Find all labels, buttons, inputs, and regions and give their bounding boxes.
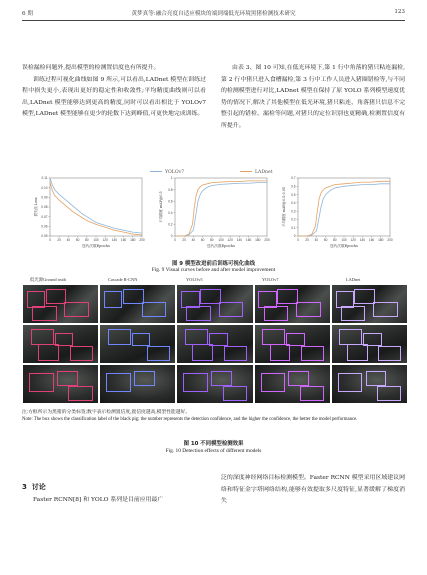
detection-box xyxy=(38,344,59,361)
detection-box xyxy=(104,291,123,308)
detection-image xyxy=(255,285,330,323)
detection-box xyxy=(142,302,167,317)
column-head: Cascade R-CNN xyxy=(108,277,138,282)
detection-box xyxy=(219,302,244,317)
series-line-ladnet xyxy=(50,182,142,235)
column-head: 低光源Ground truth xyxy=(30,277,66,282)
x-tick-label: 40 xyxy=(191,238,196,242)
x-tick-label: 20 xyxy=(305,238,309,242)
x-tick-label: 160 xyxy=(120,238,127,242)
y-tick-label: 0.2 xyxy=(291,217,296,222)
y-tick-label: 0.4 xyxy=(168,211,173,215)
x-tick-label: 180 xyxy=(378,238,384,242)
x-tick-label: 60 xyxy=(75,238,80,242)
detection-box xyxy=(134,371,155,386)
detection-box xyxy=(32,306,57,321)
detection-box xyxy=(147,346,170,361)
detection-image xyxy=(255,365,330,403)
y-tick-label: 0 xyxy=(170,234,173,239)
detection-box xyxy=(70,346,93,361)
section-title: 讨论 xyxy=(31,483,46,491)
detection-box xyxy=(183,373,208,392)
header-rule xyxy=(22,20,405,21)
detection-box xyxy=(123,289,144,304)
detection-box xyxy=(288,371,309,386)
detection-box xyxy=(270,344,291,361)
x-tick-label: 20 xyxy=(182,238,186,242)
x-tick-label: 120 xyxy=(102,238,108,242)
detection-box xyxy=(339,329,362,345)
y-tick-label: 0.06 xyxy=(41,224,48,229)
x-tick-label: 200 xyxy=(264,238,270,242)
left-column-text xyxy=(22,63,206,121)
y-tick-label: 0.6 xyxy=(291,184,296,189)
detection-box xyxy=(46,289,67,304)
detection-box xyxy=(108,329,131,345)
detection-box xyxy=(354,289,375,304)
y-axis-label: 损失值 Loss xyxy=(34,197,38,217)
detection-image xyxy=(100,325,175,363)
x-tick-label: 80 xyxy=(85,238,89,242)
detection-results-grid xyxy=(23,285,407,403)
legend-item-ladnet: LADnet xyxy=(240,170,273,175)
detection-box xyxy=(186,306,211,321)
plot-frame xyxy=(175,178,267,236)
detection-box xyxy=(300,386,325,401)
section-heading xyxy=(22,482,46,492)
x-tick-label: 100 xyxy=(218,238,224,242)
x-axis-label: 迭代次数Epochs xyxy=(82,244,110,248)
series-line-ladnet xyxy=(298,181,390,236)
y-axis-label: 平均精度 mAP@0.5 xyxy=(159,191,163,223)
detection-image xyxy=(332,325,407,363)
y-tick-label: 0.5 xyxy=(291,192,296,197)
y-tick-label: 0.7 xyxy=(291,176,296,181)
x-tick-label: 0 xyxy=(297,238,299,242)
detection-box xyxy=(341,306,366,321)
detection-box xyxy=(29,373,54,392)
x-tick-label: 60 xyxy=(200,238,205,242)
y-tick-label: 0.8 xyxy=(168,187,173,192)
fig10-caption-cn: 图 10 不同模型检测效果 xyxy=(183,441,244,447)
detection-box xyxy=(377,386,402,401)
section-number: 3 xyxy=(22,483,27,491)
detection-image xyxy=(177,325,252,363)
y-tick-label: 1 xyxy=(170,176,173,181)
x-tick-label: 160 xyxy=(245,238,252,242)
y-tick-label: 0.05 xyxy=(41,234,48,239)
detection-box xyxy=(132,333,151,346)
detection-box xyxy=(31,329,54,345)
x-tick-label: 140 xyxy=(359,238,366,242)
right-column-text xyxy=(221,63,405,133)
series-line-yolov7 xyxy=(298,184,390,236)
y-tick-label: 0 xyxy=(293,234,296,239)
column-head: YOLOv7 xyxy=(262,277,279,282)
detection-box xyxy=(261,373,286,392)
detection-image xyxy=(100,285,175,323)
y-tick-label: 0.2 xyxy=(168,222,173,227)
detection-box xyxy=(264,306,289,321)
x-axis-label: 迭代次数Epochs xyxy=(207,244,235,248)
detection-box xyxy=(366,371,387,386)
x-tick-label: 40 xyxy=(66,238,71,242)
series-line-ladnet xyxy=(175,181,267,236)
y-tick-label: 0.08 xyxy=(41,205,48,210)
figure-note-cn: 注:方框所示为黑猪的分类标签;数字表示检测置信度,置信度越高,模型性能越好。 xyxy=(22,410,191,415)
detection-box xyxy=(301,346,324,361)
y-tick-label: 0.10 xyxy=(41,185,48,190)
fig10-caption-en: Fig. 10 Detection effects of different models xyxy=(165,448,262,454)
detection-box xyxy=(211,371,232,386)
detection-box xyxy=(296,302,321,317)
detection-image xyxy=(255,325,330,363)
x-tick-label: 20 xyxy=(57,238,61,242)
x-tick-label: 80 xyxy=(210,238,214,242)
x-tick-label: 0 xyxy=(174,238,176,242)
detection-image xyxy=(177,285,252,323)
issue-number: 6 期 xyxy=(22,11,33,17)
y-axis-label: 平均精度 mAP@0.5:0.95 xyxy=(282,186,286,228)
page-number: 123 xyxy=(394,9,405,15)
detection-box xyxy=(57,371,78,386)
paragraph: 泛的深度神经网络目标检测模型。Faster RCNN 模型采用区域建议网络和特征金字塔网络结构,能够有效提取多尺度特征,显著缓解了梯度消失 xyxy=(221,475,405,505)
x-tick-label: 100 xyxy=(93,238,99,242)
detection-box xyxy=(373,302,398,317)
paragraph: 训练过程可视化曲线如图 9 所示,可以看出,LADnet 模型在训练过程中损失更小,表现出更好的稳定性和收敛性;平均精度曲线则可以看出,LADnet 模型能够达到更高的精度,同时可以看出相比于 YOLOv7 模型,LADnet 模型能够在更少的轮数下达到峰值,可更快地完成训练。 xyxy=(22,76,206,118)
paragraph: 误检漏检问题外,提出模型的检测置信度也有所提升。 xyxy=(22,65,160,71)
detection-box xyxy=(68,386,93,401)
right-column-text-2 xyxy=(221,473,405,508)
x-tick-label: 180 xyxy=(130,238,136,242)
y-tick-label: 0.6 xyxy=(168,199,173,204)
y-tick-label: 0.1 xyxy=(291,225,296,230)
y-tick-label: 0.11 xyxy=(41,176,48,181)
detection-box xyxy=(378,346,401,361)
detection-box xyxy=(338,373,363,392)
paragraph: Faster RCNN[8] 和 YOLO 系列是目前应用最广 xyxy=(33,497,164,503)
x-tick-label: 120 xyxy=(227,238,233,242)
plot-frame xyxy=(298,178,390,236)
detection-image xyxy=(100,365,175,403)
detection-image xyxy=(23,285,98,323)
fig9-caption-cn: 图 9 模型改进前后训练可视化曲线 xyxy=(172,261,255,267)
paragraph: 由表 3、图 10 可知,在低光环境下,第 1 行中角落的猪只粘连漏检,第 2 行中猪只进入食槽漏检,第 3 行中工作人员进入猪圈错检等,与不同的检测模型进行对比,LADnet 模型在保持了原 YOLO 系列模型速度优势的情况下,解决了其他模型在低光环境,猪只粘连、角落猪只信息不完整引起的错检、漏检等问题,对猪只的定位识别也更精确,检测置信度有所提升。 xyxy=(221,65,405,129)
x-axis-label: 迭代次数Epochs xyxy=(330,244,358,248)
x-tick-label: 60 xyxy=(323,238,328,242)
detection-box xyxy=(347,344,368,361)
detection-image xyxy=(332,365,407,403)
x-tick-label: 80 xyxy=(333,238,337,242)
y-tick-label: 0.07 xyxy=(41,214,48,219)
x-tick-label: 140 xyxy=(111,238,118,242)
y-tick-label: 0.09 xyxy=(41,195,48,200)
detection-image xyxy=(177,365,252,403)
x-tick-label: 200 xyxy=(387,238,393,242)
detection-box xyxy=(185,329,208,345)
x-tick-label: 140 xyxy=(236,238,243,242)
detection-image xyxy=(332,285,407,323)
detection-box xyxy=(106,373,131,392)
detection-box xyxy=(262,329,285,345)
left-column-text-2 xyxy=(22,495,206,507)
detection-box xyxy=(277,289,298,304)
x-tick-label: 40 xyxy=(314,238,319,242)
legend-item-yolov7: YOLOv7 xyxy=(150,170,184,175)
detection-box xyxy=(192,344,213,361)
column-head: LADnet xyxy=(346,277,361,282)
x-tick-label: 180 xyxy=(255,238,261,242)
plot-frame xyxy=(50,178,142,236)
detection-box xyxy=(64,302,89,317)
x-tick-label: 200 xyxy=(139,238,145,242)
detection-box xyxy=(223,386,248,401)
detection-image xyxy=(23,325,98,363)
figure-note-en: Note: The box shows the classification label of the black pig; the number represents the detection confidence, and the higher the confidence, the better the model performance. xyxy=(22,417,358,422)
fig9-caption-en: Fig. 9 Visual curves before and after model improvement xyxy=(151,267,276,273)
x-tick-label: 100 xyxy=(341,238,347,242)
detection-box xyxy=(200,289,221,304)
detection-box xyxy=(224,346,247,361)
x-tick-label: 160 xyxy=(368,238,375,242)
x-tick-label: 0 xyxy=(49,238,51,242)
running-title: 黄梦真等:融合亮度自适应模块的端到端低光环境黑猪检测技术研究 xyxy=(131,11,296,17)
detection-image xyxy=(23,365,98,403)
x-tick-label: 120 xyxy=(350,238,356,242)
training-curves-figure xyxy=(30,168,400,256)
series-line-yolov7 xyxy=(175,183,267,236)
column-head: YOLOv5 xyxy=(186,277,203,282)
y-tick-label: 0.4 xyxy=(291,201,296,206)
y-tick-label: 0.3 xyxy=(291,209,296,214)
series-line-yolov7 xyxy=(50,178,142,233)
